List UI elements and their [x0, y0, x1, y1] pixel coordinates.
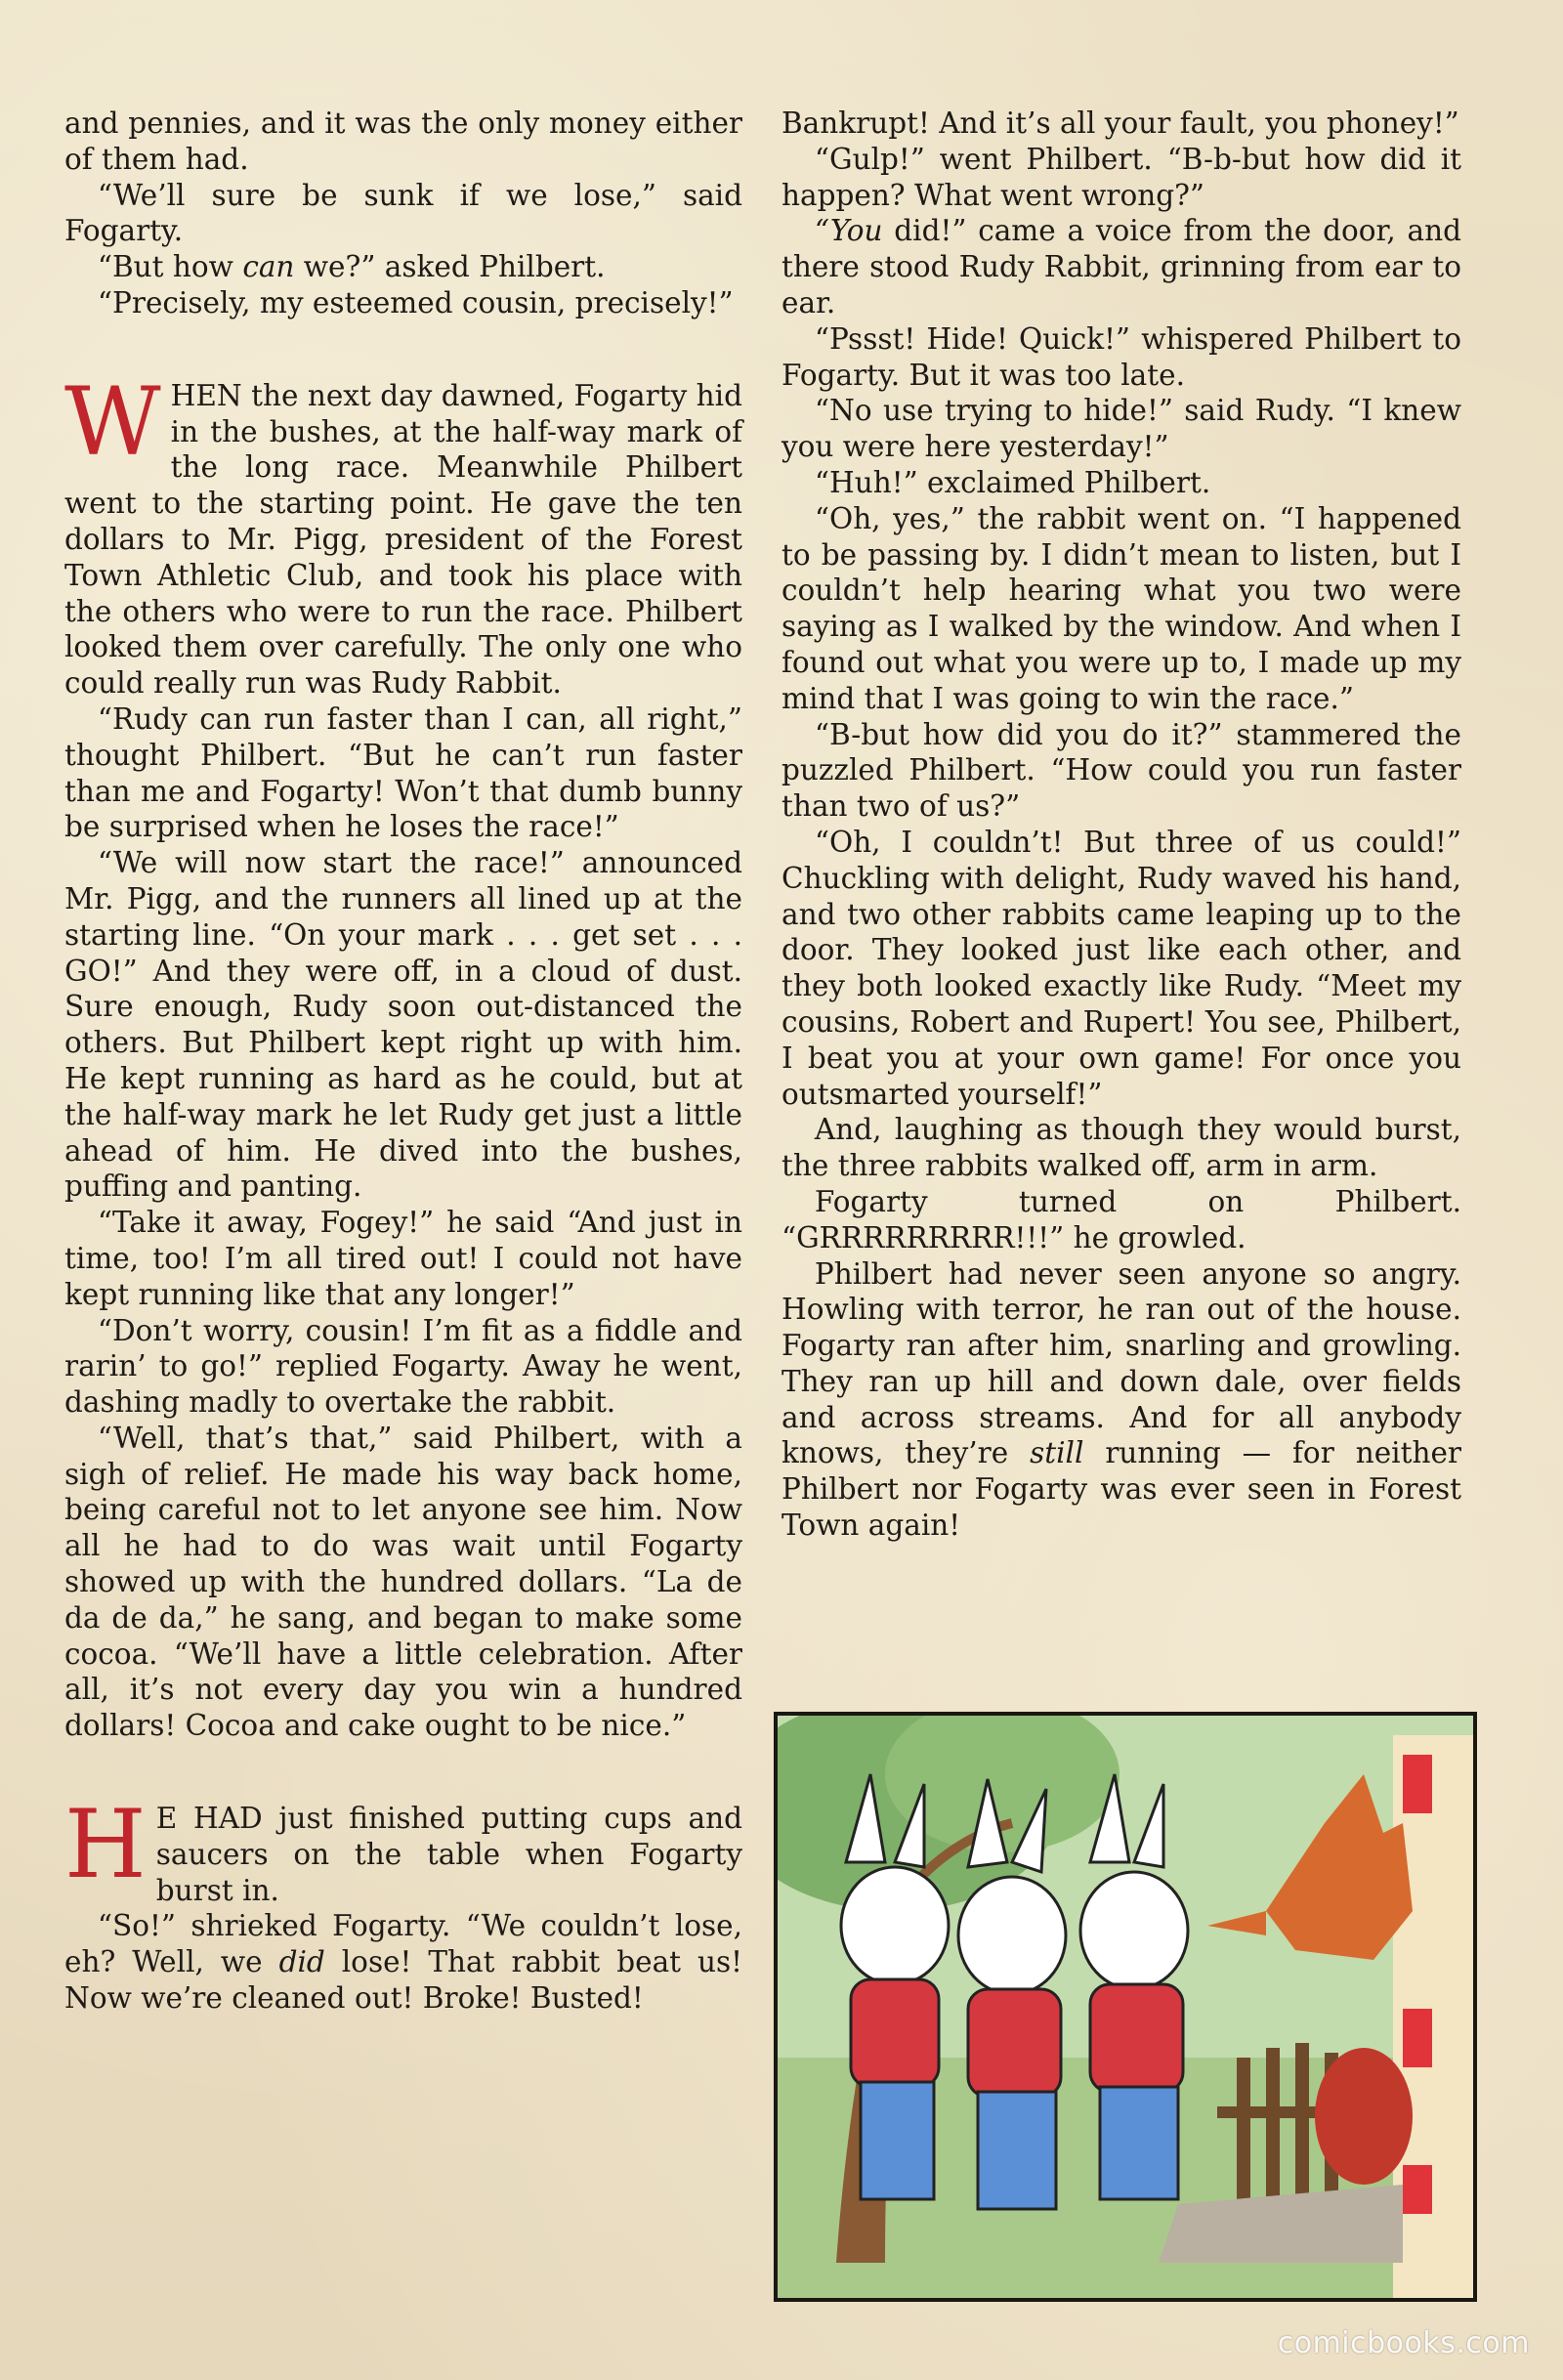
paragraph: “Gulp!” went Philbert. “B-b-but how did it happen? What went wrong?”: [782, 142, 1461, 212]
paragraph-with-dropcap: H E HAD just finished putting cups and saucers on the table when Fogarty burst in.: [64, 1790, 742, 1907]
paragraph: Bankrupt! And it’s all your fault, you phoney!”: [782, 106, 1459, 140]
paragraph: “Pssst! Hide! Quick!” whispered Philbert to Fogarty. But it was too late.: [782, 321, 1461, 392]
paragraph: “B-but how did you do it?” stammered the puzzled Philbert. “How could you run faster than two of us?”: [782, 717, 1461, 824]
paragraph: “Well, that’s that,” said Philbert, with a sigh of relief. He made his way back home, being careful not to let anyone see him. Now all he had to do was wait until Fogarty showed up with the hundred dollars. “La de da de da,” he sang, and began to make some cocoa. “We’ll have a little celebration. After all, it’s not every day you win a hundred dollars! Cocoa and cake ought to be nice.”: [64, 1421, 742, 1743]
paragraph: “No use trying to hide!” said Rudy. “I knew you were here yesterday!”: [782, 394, 1461, 464]
paragraph: “So!” shrieked Fogarty. “We couldn’t lose, eh? Well, we did lose! That rabbit beat us! Now we’re cleaned out! Broke! Busted!: [64, 1909, 742, 2016]
right-text-column: [782, 106, 1461, 1544]
paragraph: “But how can we?” asked Philbert.: [97, 250, 606, 284]
watermark-text: comicbooks.com: [1277, 2326, 1530, 2360]
paragraph: “We’ll sure be sunk if we lose,” said Fogarty.: [64, 178, 742, 248]
paragraph-with-dropcap: WHEN the next day dawned, Fogarty hid in the bushes, at the half-way mark of the long race. Meanwhile Philbert went to the starting point. He gave the ten dollars to Mr. Pigg, president of the Forest Town Athletic Club, and took his place with the others who were to run the race. Philbert looked them over carefully. The only one who could really run was Rudy Rabbit.: [64, 366, 742, 701]
paragraph: “Rudy can run faster than I can, all right,” thought Philbert. “But he can’t run faster than me and Fogarty! Won’t that dumb bunny be surprised when he loses the race!”: [64, 701, 742, 844]
paragraph: “Oh, I couldn’t! But three of us could!” Chuckling with delight, Rudy waved his hand, and two other rabbits came leaping up to the door. They looked just like each other, and they both looked exactly like Rudy. “Meet my cousins, Robert and Rupert! You see, Philbert, I beat you at your own game! For once you outsmarted yourself!”: [782, 825, 1461, 1111]
paragraph: and pennies, and it was the only money either of them had.: [64, 106, 742, 176]
paragraph: And, laughing as though they would burst, the three rabbits walked off, arm in arm.: [782, 1113, 1461, 1183]
drop-cap-letter: H: [64, 1790, 147, 1900]
paragraph: Philbert had never seen anyone so angry. Howling with terror, he ran out of the house. Fogarty ran after him, snarling and growling. They ran up hill and down dale, over fields and across streams. And for all anybody knows, they’re still running — for neither Philbert nor Fogarty was ever seen in Forest Town again!: [782, 1256, 1461, 1543]
illustration-svg: [778, 1716, 1473, 2298]
comic-illustration-panel: [774, 1712, 1477, 2302]
paragraph: “You did!” came a voice from the door, and there stood Rudy Rabbit, grinning from ear to ear.: [782, 214, 1461, 319]
paragraph: “Huh!” exclaimed Philbert.: [814, 465, 1211, 499]
paragraph: “We will now start the race!” announced Mr. Pigg, and the runners all lined up at the starting line. “On your mark . . . get set . . . GO!” And they were off, in a cloud of dust. Sure enough, Rudy soon out-distanced the others. But Philbert kept right up with him. He kept running as hard as he could, but at the half-way mark he let Rudy get just a little ahead of him. He dived into the bushes, puffing and panting.: [64, 846, 742, 1204]
paragraph: Fogarty turned on Philbert. “GRRRRRRRRR!!!” he growled.: [782, 1184, 1461, 1254]
left-text-column: [64, 106, 742, 2017]
paragraph: “Don’t worry, cousin! I’m fit as a fiddle and rarin’ to go!” replied Fogarty. Away he went, dashing madly to overtake the rabbit.: [64, 1313, 742, 1420]
paragraph: “Take it away, Fogey!” he said “And just in time, too! I’m all tired out! I could not have kept running like that any longer!”: [64, 1206, 742, 1311]
paragraph: “Precisely, my esteemed cousin, precisely!”: [97, 285, 734, 319]
paragraph: “Oh, yes,” the rabbit went on. “I happened to be passing by. I didn’t mean to listen, but I couldn’t help hearing what you two were saying as I walked by the window. And when I found out what you were up to, I made up my mind that I was going to win the race.”: [782, 501, 1461, 715]
drop-cap-letter: W: [64, 366, 161, 477]
